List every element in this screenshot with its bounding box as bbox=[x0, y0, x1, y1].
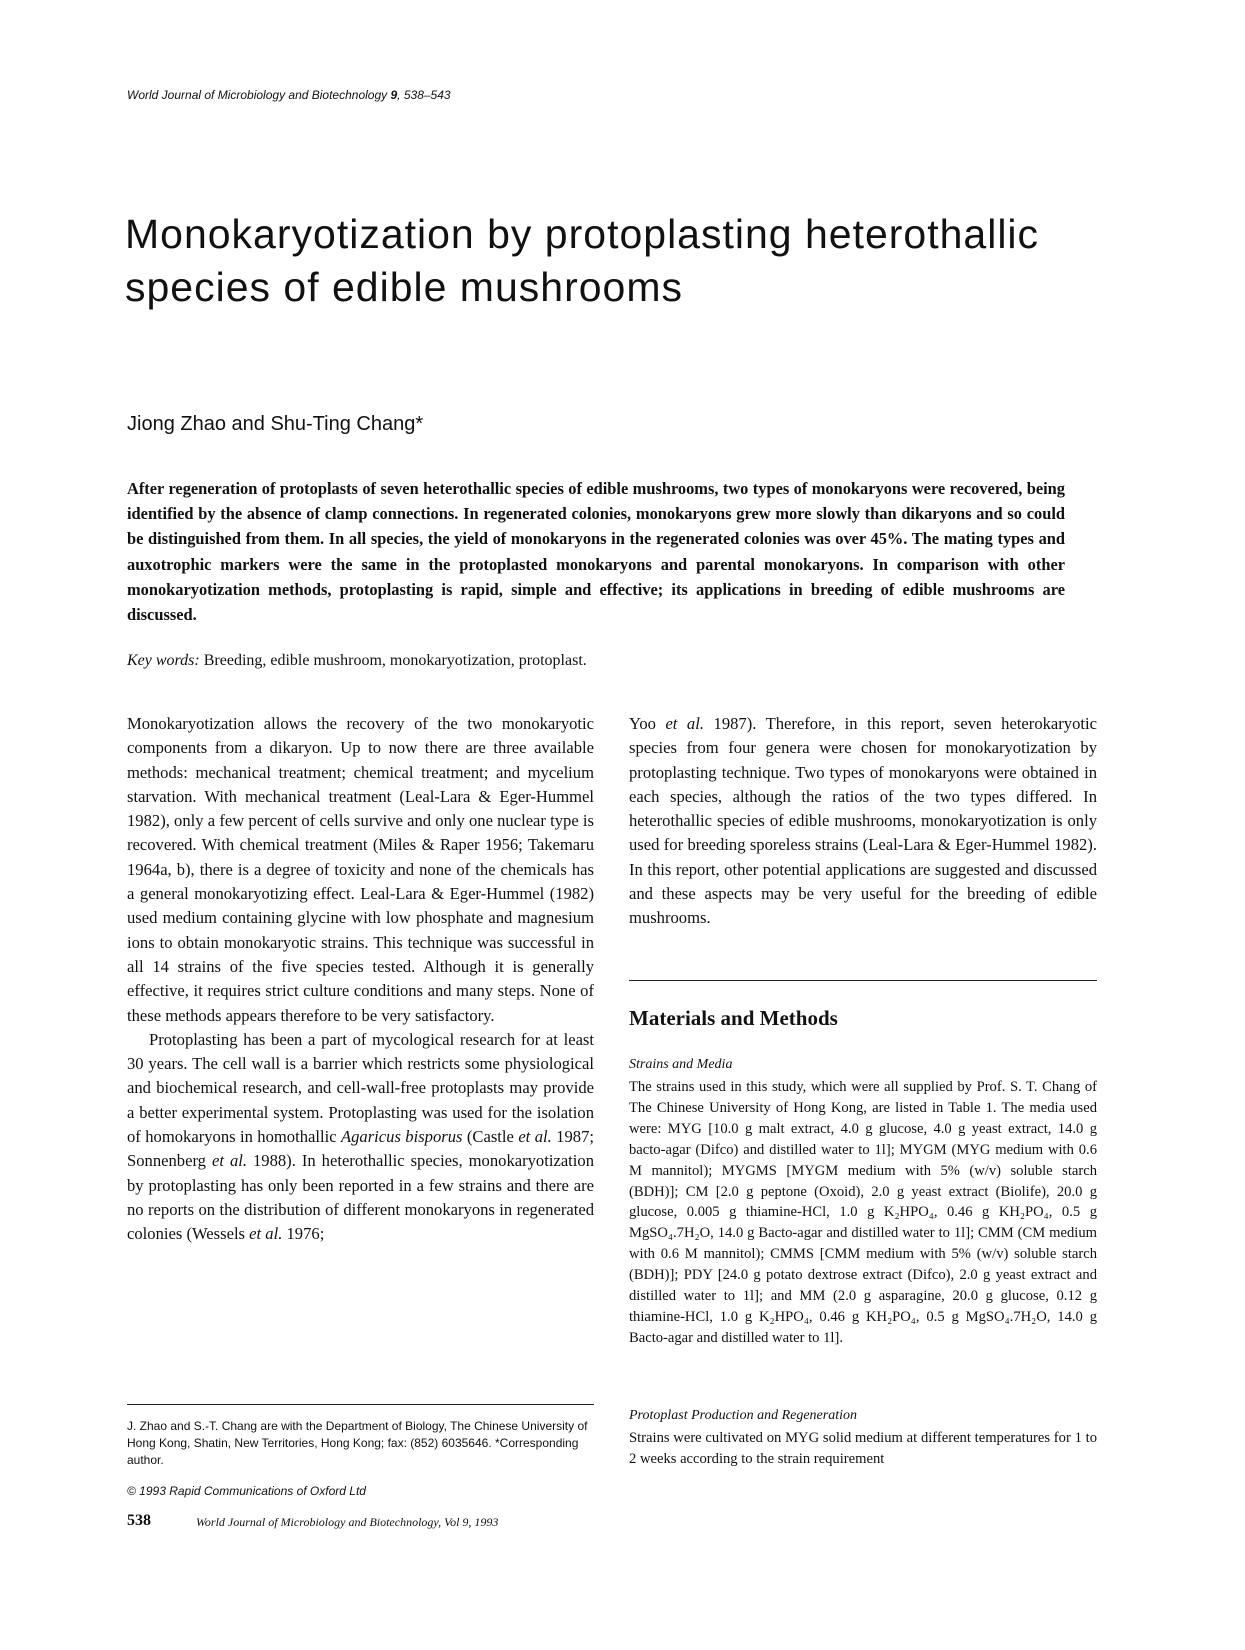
header-volume: 9 bbox=[390, 88, 398, 102]
footer-journal: World Journal of Microbiology and Biotechnology, Vol 9, 1993 bbox=[196, 1515, 499, 1529]
subsection-title-strains: Strains and Media bbox=[629, 1057, 733, 1072]
body-column-left bbox=[127, 712, 594, 1247]
et-al: et al. bbox=[518, 1127, 552, 1147]
section-divider bbox=[629, 980, 1097, 981]
species-name: Agaricus bisporus bbox=[340, 1127, 463, 1147]
abstract: After regeneration of protoplasts of seven heterothallic species of edible mushrooms, two types of monokaryons were recovered, being identified by the absence of clamp connections. In regenerated colonies, monokaryons grew more slowly than dikaryons and so could be distinguished from them. In all species, the yield of monokaryons in the regenerated colonies was over 45%. The mating types and auxotrophic markers were the same in the protoplasted monokaryons and parental monokaryons. In comparison with other monokaryotization methods, protoplasting is rapid, simple and effective; its applications in breeding of edible mushrooms are discussed. bbox=[127, 479, 1065, 625]
text-run: 1987; Sonnenberg bbox=[127, 1127, 594, 1171]
text-run: (Castle bbox=[462, 1127, 519, 1147]
intro-paragraph-1: Monokaryotization allows the recovery of the two monokaryotic components from a dikaryon. Up to now there are three available methods: mechanical treatment; chemical treatment; and mycelium starvation. With mechanical treatment (Leal-Lara & Eger-Hummel 1982), only a few percent of cells survive and only one nuclear type is recovered. With chemical treatment (Miles & Raper 1956; Takemaru 1964a, b), there is a degree of toxicity and none of the chemicals has a general monokaryotizing effect. Leal-Lara & Eger-Hummel (1982) used medium containing glycine with low phosphate and magnesium ions to obtain monokaryotic strains. This technique was successful in all 14 strains of the five species tested. Although it is generally effective, it requires strict culture conditions and many steps. None of these methods appears therefore to be very satisfactory. bbox=[127, 714, 594, 1025]
article-title: Monokaryotization by protoplasting heterothallic species of edible mushrooms bbox=[125, 211, 1040, 310]
keywords-label: Key words: bbox=[127, 652, 200, 669]
body-column-right bbox=[629, 712, 1097, 931]
text-run: Protoplasting has been a part of mycological research for at least 30 years. The cell wall is a barrier which restricts some physiological and biochemical research, and cell-wall-free protoplasts may provide a better experimental system. Protoplasting was used for the isolation of homokaryons in homothallic bbox=[127, 1029, 594, 1147]
subsection-text-strains: The strains used in this study, which were all supplied by Prof. S. T. Chang of The Chinese University of Hong Kong, are listed in Table 1. The media used were: MYG [10.0 g malt extract, 4.0 g glucose, 4.0 g yeast extract, 14.0 g bacto-agar (Difco) and distilled water to 1l]; MYGM (MYG medium with 0.6 M mannitol); MYGMS [MYGM medium with 5% (w/v) soluble starch (BDH)]; CM [2.0 g peptone (Oxoid), 2.0 g yeast extract (Biolife), 20.0 g glucose, 0.005 g thiamine-HCl, 1.0 g K₂HPO₄, 0.46 g KH₂PO₄, 0.5 g MgSO₄.7H₂O, 14.0 g Bacto-agar and distilled water to 1l]; CMM (CM medium with 0.6 M mannitol); CMMS [CMM medium with 5% (w/v) soluble starch (BDH)]; PDY [24.0 g potato dextrose extract (Difco), 2.0 g yeast extract and distilled water to 1l]; and MM (2.0 g asparagine, 20.0 g glucose, 0.12 g thiamine-HCl, 1.0 g K₂HPO₄, 0.46 g KH₂PO₄, 0.5 g MgSO₄.7H₂O, 14.0 g Bacto-agar and distilled water to 1l]. bbox=[629, 1079, 1097, 1346]
text-run: 1988). In heterothallic species, monokaryotization by protoplasting has only been reported in a few strains and there are no reports on the distribution of different monokaryons in regenerated colonies (Wessels bbox=[127, 1151, 594, 1244]
header-pages: 538–543 bbox=[403, 88, 451, 102]
text-run: 1987). Therefore, in this report, seven heterokaryotic species from four genera were chosen for monokaryotization by protoplasting technique. Two types of monokaryons were obtained in each species, although the ratios of the two types differed. In heterothallic species of edible mushrooms, monokaryotization is only used for breeding sporeless strains (Leal-Lara & Eger-Hummel 1982). In this report, other potential applications are suggested and discussed and these aspects may be very useful for the breeding of edible mushrooms. bbox=[629, 714, 1097, 928]
header-journal: World Journal of Microbiology and Biotechnology bbox=[127, 88, 388, 102]
keywords-text: Breeding, edible mushroom, monokaryotization, protoplast. bbox=[203, 652, 587, 669]
methods-heading: Materials and Methods bbox=[629, 1006, 838, 1030]
footnote-divider bbox=[127, 1404, 594, 1405]
page-number: 538 bbox=[127, 1512, 151, 1529]
et-al: et al. bbox=[211, 1151, 247, 1171]
et-al: et al. bbox=[249, 1224, 283, 1244]
intro-paragraph-2 bbox=[127, 1028, 594, 1247]
copyright-notice: © 1993 Rapid Communications of Oxford Ltd bbox=[127, 1484, 366, 1498]
et-al: et al. bbox=[665, 714, 704, 733]
intro-paragraph-3 bbox=[629, 712, 1097, 931]
running-header: World Journal of Microbiology and Biotechnology 9, 538–543 bbox=[127, 88, 451, 102]
subsection-text-protoplast: Strains were cultivated on MYG solid medium at different temperatures for 1 to 2 weeks according to the strain requirement bbox=[629, 1430, 1097, 1467]
text-run: 1976; bbox=[282, 1224, 325, 1244]
affiliation-footnote: J. Zhao and S.-T. Chang are with the Department of Biology, The Chinese University of Hong Kong, Shatin, New Territories, Hong Kong; fax: (852) 6035646. *Corresponding author. bbox=[127, 1419, 588, 1467]
subsection-title-protoplast: Protoplast Production and Regeneration bbox=[629, 1408, 857, 1423]
text-run: Yoo bbox=[629, 714, 666, 733]
author-line: Jiong Zhao and Shu-Ting Chang* bbox=[127, 413, 424, 435]
keywords bbox=[127, 652, 587, 670]
